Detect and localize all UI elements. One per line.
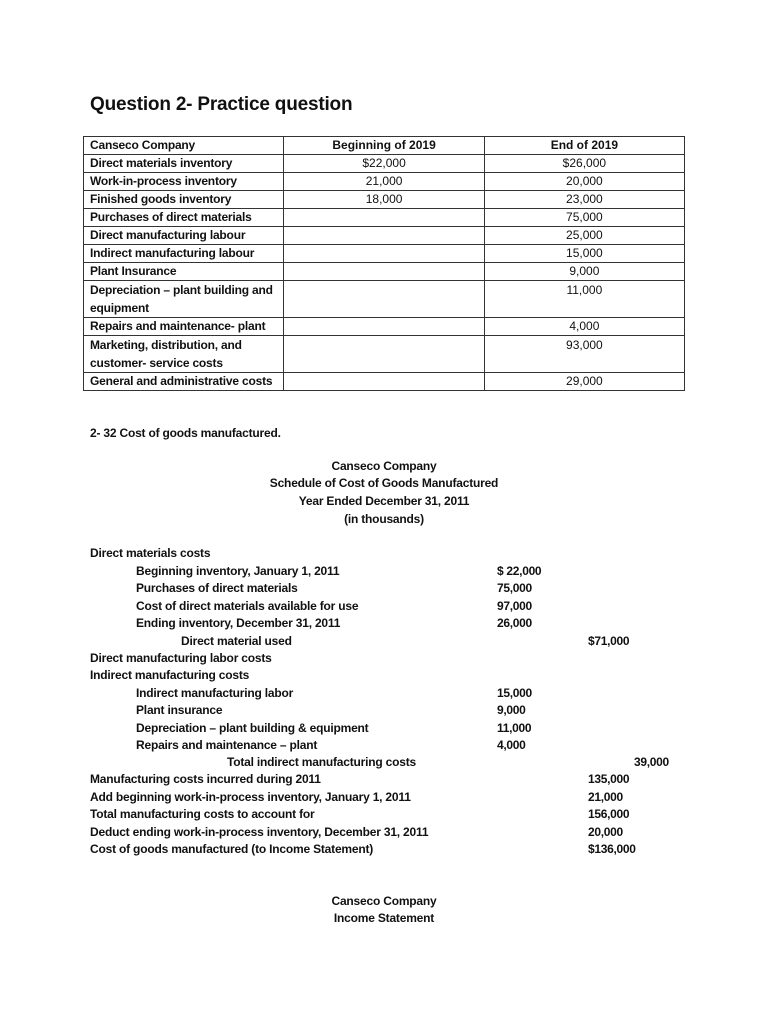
line-label: Plant insurance — [136, 703, 223, 717]
begin-value — [284, 373, 484, 391]
line-value: 20,000 — [588, 825, 623, 839]
line-value: $71,000 — [588, 634, 630, 648]
schedule-units: (in thousands) — [344, 512, 424, 526]
table-row — [84, 318, 685, 336]
schedule-title: Schedule of Cost of Goods Manufactured — [269, 476, 499, 490]
row-label: Plant Insurance — [84, 263, 284, 281]
end-value: 23,000 — [484, 191, 684, 209]
row-label: Repairs and maintenance- plant — [84, 318, 284, 336]
page-title: Question 2- Practice question — [90, 94, 353, 115]
end-value: 75,000 — [484, 209, 684, 227]
line-label: Add beginning work-in-process inventory, January 1, 2011 — [90, 790, 411, 804]
header-cell: End of 2019 — [484, 137, 684, 155]
header-cell: Beginning of 2019 — [284, 137, 484, 155]
end-value: 25,000 — [484, 227, 684, 245]
row-label: Finished goods inventory — [84, 191, 284, 209]
end-value: $26,000 — [484, 155, 684, 173]
line-label: Indirect manufacturing labor — [136, 686, 294, 700]
line-value: 97,000 — [497, 599, 532, 613]
line-value: 21,000 — [588, 790, 623, 804]
line-value: $136,000 — [588, 842, 636, 856]
end-value: 9,000 — [484, 263, 684, 281]
row-label: Work-in-process inventory — [84, 173, 284, 191]
line-label: Total manufacturing costs to account for — [90, 807, 315, 821]
dm-costs-heading: Direct materials costs — [90, 546, 211, 560]
line-value: 11,000 — [497, 721, 532, 735]
dl-costs-heading: Direct manufacturing labor costs — [90, 651, 272, 665]
line-value: 135,000 — [588, 772, 630, 786]
table-row — [84, 281, 685, 318]
table-row — [84, 155, 685, 173]
row-label: Purchases of direct materials — [84, 209, 284, 227]
row-label: Depreciation – plant building and equipment — [84, 281, 284, 318]
line-value: 15,000 — [497, 686, 532, 700]
line-label: Deduct ending work-in-process inventory, December 31, 2011 — [90, 825, 429, 839]
line-value: 4,000 — [497, 738, 526, 752]
row-label: Indirect manufacturing labour — [84, 245, 284, 263]
end-value: 93,000 — [484, 336, 684, 373]
table-row — [84, 173, 685, 191]
begin-value — [284, 336, 484, 373]
line-value: 9,000 — [497, 703, 526, 717]
line-label: Direct material used — [181, 634, 292, 648]
end-value: 11,000 — [484, 281, 684, 318]
header-cell: Canseco Company — [84, 137, 284, 155]
table-row — [84, 227, 685, 245]
begin-value: 21,000 — [284, 173, 484, 191]
line-label: Repairs and maintenance – plant — [136, 738, 318, 752]
begin-value — [284, 281, 484, 318]
line-label: Cost of direct materials available for use — [136, 599, 359, 613]
begin-value — [284, 263, 484, 281]
row-label: Direct materials inventory — [84, 155, 284, 173]
income-company: Canseco Company — [331, 894, 437, 908]
end-value: 20,000 — [484, 173, 684, 191]
begin-value — [284, 227, 484, 245]
data-table — [83, 136, 685, 391]
line-value: 75,000 — [497, 581, 532, 595]
end-value: 29,000 — [484, 373, 684, 391]
table-row — [84, 209, 685, 227]
ind-costs-heading: Indirect manufacturing costs — [90, 668, 250, 682]
table-row — [84, 245, 685, 263]
end-value: 4,000 — [484, 318, 684, 336]
line-value: 156,000 — [588, 807, 630, 821]
line-label: Ending inventory, December 31, 2011 — [136, 616, 341, 630]
table-row — [84, 263, 685, 281]
line-label: Total indirect manufacturing costs — [227, 755, 417, 769]
line-value: 39,000 — [634, 755, 669, 769]
line-value: 26,000 — [497, 616, 532, 630]
table-header-row — [84, 137, 685, 155]
line-label: Purchases of direct materials — [136, 581, 298, 595]
begin-value: 18,000 — [284, 191, 484, 209]
line-value: $ 22,000 — [497, 564, 542, 578]
begin-value — [284, 209, 484, 227]
line-label: Beginning inventory, January 1, 2011 — [136, 564, 340, 578]
line-label: Cost of goods manufactured (to Income Statement) — [90, 842, 374, 856]
row-label: Marketing, distribution, and customer- service costs — [84, 336, 284, 373]
table-row — [84, 373, 685, 391]
line-label: Manufacturing costs incurred during 2011 — [90, 772, 321, 786]
table-row — [84, 336, 685, 373]
subquestion-heading: 2- 32 Cost of goods manufactured. — [90, 426, 281, 440]
row-label: Direct manufacturing labour — [84, 227, 284, 245]
schedule-company: Canseco Company — [331, 459, 437, 473]
line-label: Depreciation – plant building & equipment — [136, 721, 369, 735]
begin-value — [284, 318, 484, 336]
row-label: General and administrative costs — [84, 373, 284, 391]
begin-value — [284, 245, 484, 263]
begin-value: $22,000 — [284, 155, 484, 173]
schedule-period: Year Ended December 31, 2011 — [298, 494, 470, 508]
income-title: Income Statement — [333, 911, 435, 925]
end-value: 15,000 — [484, 245, 684, 263]
table-row — [84, 191, 685, 209]
